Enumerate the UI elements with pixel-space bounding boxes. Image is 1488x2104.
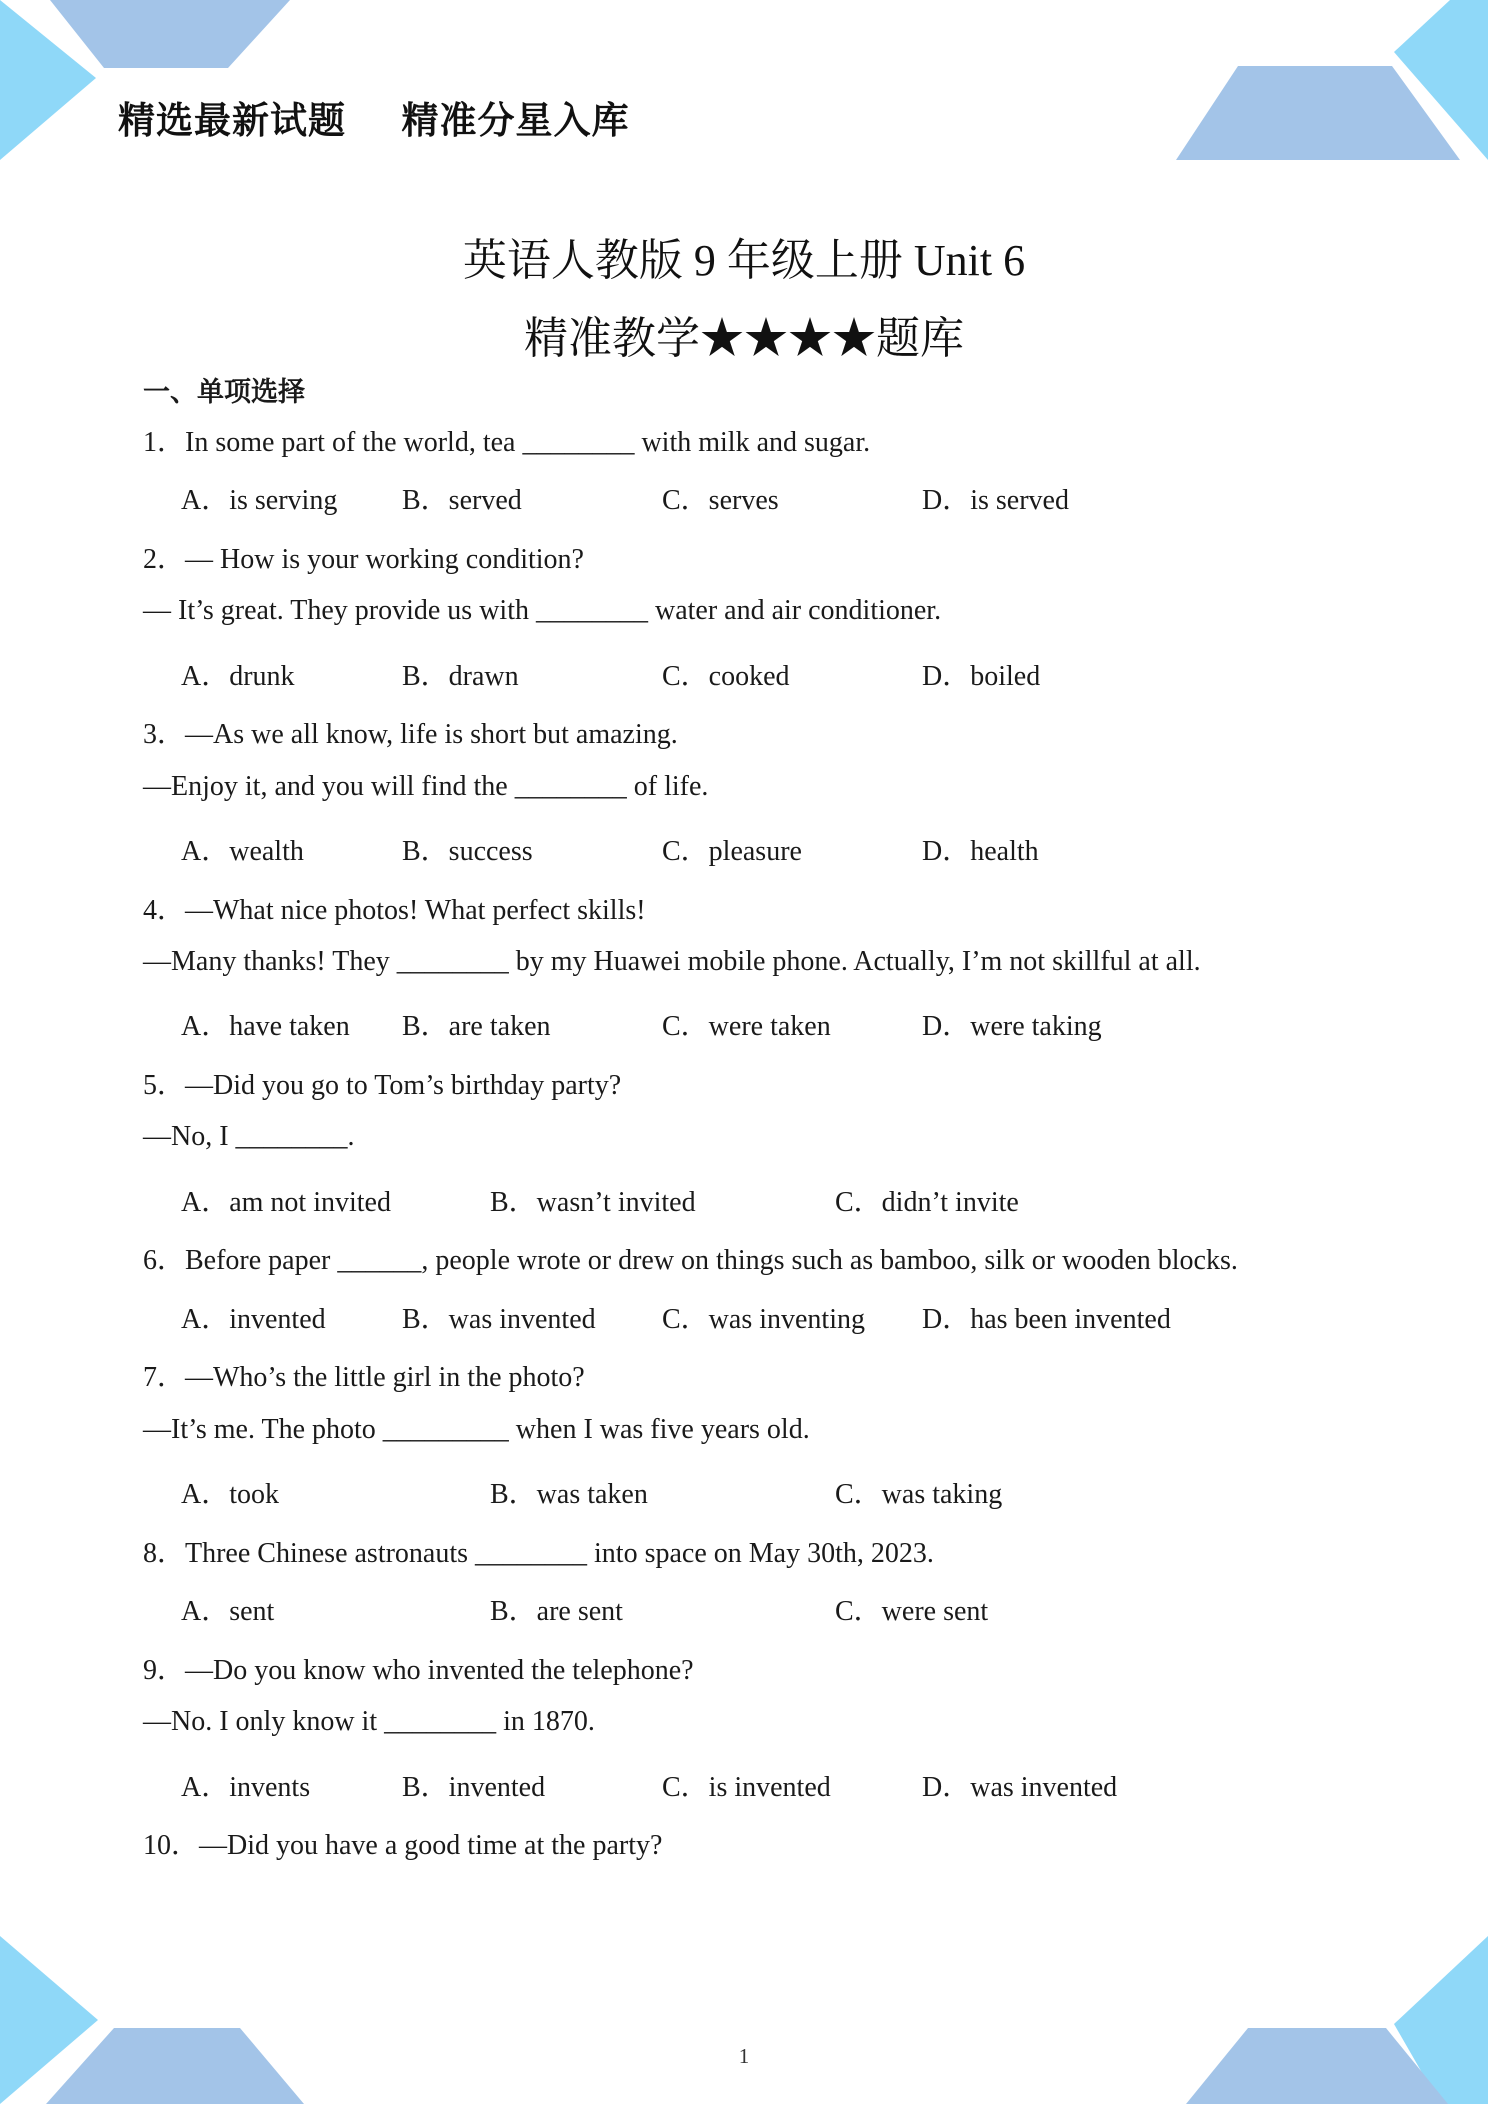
q4-option-b[interactable]: B．are taken <box>402 1011 551 1042</box>
page-number: 1 <box>738 2044 750 2068</box>
q2-option-a[interactable]: A．drunk <box>181 661 295 692</box>
question-7-response: —It’s me. The photo _________ when I was five years old. <box>143 1414 810 1445</box>
q6-option-d[interactable]: D．has been invented <box>922 1304 1171 1335</box>
q9-option-d[interactable]: D．was invented <box>922 1772 1118 1803</box>
q2-option-c[interactable]: C．cooked <box>662 661 790 692</box>
q3-option-d[interactable]: D．health <box>922 836 1039 867</box>
q3-option-a[interactable]: A．wealth <box>181 836 304 867</box>
q8-option-a[interactable]: A．sent <box>181 1596 275 1627</box>
q5-option-b[interactable]: B．wasn’t invited <box>490 1187 696 1218</box>
q6-option-a[interactable]: A．invented <box>181 1304 326 1335</box>
q8-option-c[interactable]: C．were sent <box>835 1596 989 1627</box>
q6-option-b[interactable]: B．was invented <box>402 1304 596 1335</box>
question-6-stem: 6．Before paper ______, people wrote or drew on things such as bamboo, silk or wooden blocks. <box>143 1245 1238 1276</box>
question-9-response: —No. I only know it ________ in 1870. <box>143 1706 595 1737</box>
q9-option-b[interactable]: B．invented <box>402 1772 546 1803</box>
q1-option-c[interactable]: C．serves <box>662 485 779 516</box>
question-7-stem: 7．—Who’s the little girl in the photo? <box>143 1362 585 1393</box>
q1-option-d[interactable]: D．is served <box>922 485 1069 516</box>
question-1-stem: 1．In some part of the world, tea ________ with milk and sugar. <box>143 427 871 458</box>
q9-option-c[interactable]: C．is invented <box>662 1772 831 1803</box>
question-2-stem: 2．— How is your working condition? <box>143 544 584 575</box>
question-2-response: — It’s great. They provide us with ________ water and air conditioner. <box>143 595 942 626</box>
q5-option-a[interactable]: A．am not invited <box>181 1187 391 1218</box>
question-3-response: —Enjoy it, and you will find the ________ of life. <box>143 771 709 802</box>
question-5-response: —No, I ________. <box>143 1121 355 1152</box>
q8-option-b[interactable]: B．are sent <box>490 1596 623 1627</box>
q1-option-a[interactable]: A．is serving <box>181 485 338 516</box>
q2-option-d[interactable]: D．boiled <box>922 661 1041 692</box>
question-3-stem: 3．—As we all know, life is short but amazing. <box>143 719 678 750</box>
q3-option-b[interactable]: B．success <box>402 836 533 867</box>
document-subtitle: 精准教学★★★★题库 <box>524 314 964 363</box>
q7-option-c[interactable]: C．was taking <box>835 1479 1003 1510</box>
q4-option-a[interactable]: A．have taken <box>181 1011 350 1042</box>
question-4-stem: 4．—What nice photos! What perfect skills! <box>143 895 646 926</box>
header-slogan: 精选最新试题 精准分星入库 <box>118 99 630 142</box>
document-title: 英语人教版 9 年级上册 Unit 6 <box>462 236 1026 285</box>
q3-option-c[interactable]: C．pleasure <box>662 836 802 867</box>
question-10-stem: 10．—Did you have a good time at the party? <box>143 1830 663 1861</box>
question-8-stem: 8．Three Chinese astronauts ________ into space on May 30th, 2023. <box>143 1538 934 1569</box>
q9-option-a[interactable]: A．invents <box>181 1772 311 1803</box>
q7-option-b[interactable]: B．was taken <box>490 1479 648 1510</box>
question-5-stem: 5．—Did you go to Tom’s birthday party? <box>143 1070 622 1101</box>
q2-option-b[interactable]: B．drawn <box>402 661 519 692</box>
q7-option-a[interactable]: A．took <box>181 1479 280 1510</box>
q4-option-c[interactable]: C．were taken <box>662 1011 831 1042</box>
q1-option-b[interactable]: B．served <box>402 485 522 516</box>
question-4-response: —Many thanks! They ________ by my Huawei mobile phone. Actually, I’m not skillful at all. <box>143 946 1201 977</box>
section-heading: 一、单项选择 <box>143 377 305 408</box>
q4-option-d[interactable]: D．were taking <box>922 1011 1102 1042</box>
q5-option-c[interactable]: C．didn’t invite <box>835 1187 1019 1218</box>
top-right-blue-trapezoid <box>1176 66 1460 160</box>
question-9-stem: 9．—Do you know who invented the telephone? <box>143 1655 694 1686</box>
q6-option-c[interactable]: C．was inventing <box>662 1304 865 1335</box>
top-left-blue-trapezoid <box>50 0 290 68</box>
